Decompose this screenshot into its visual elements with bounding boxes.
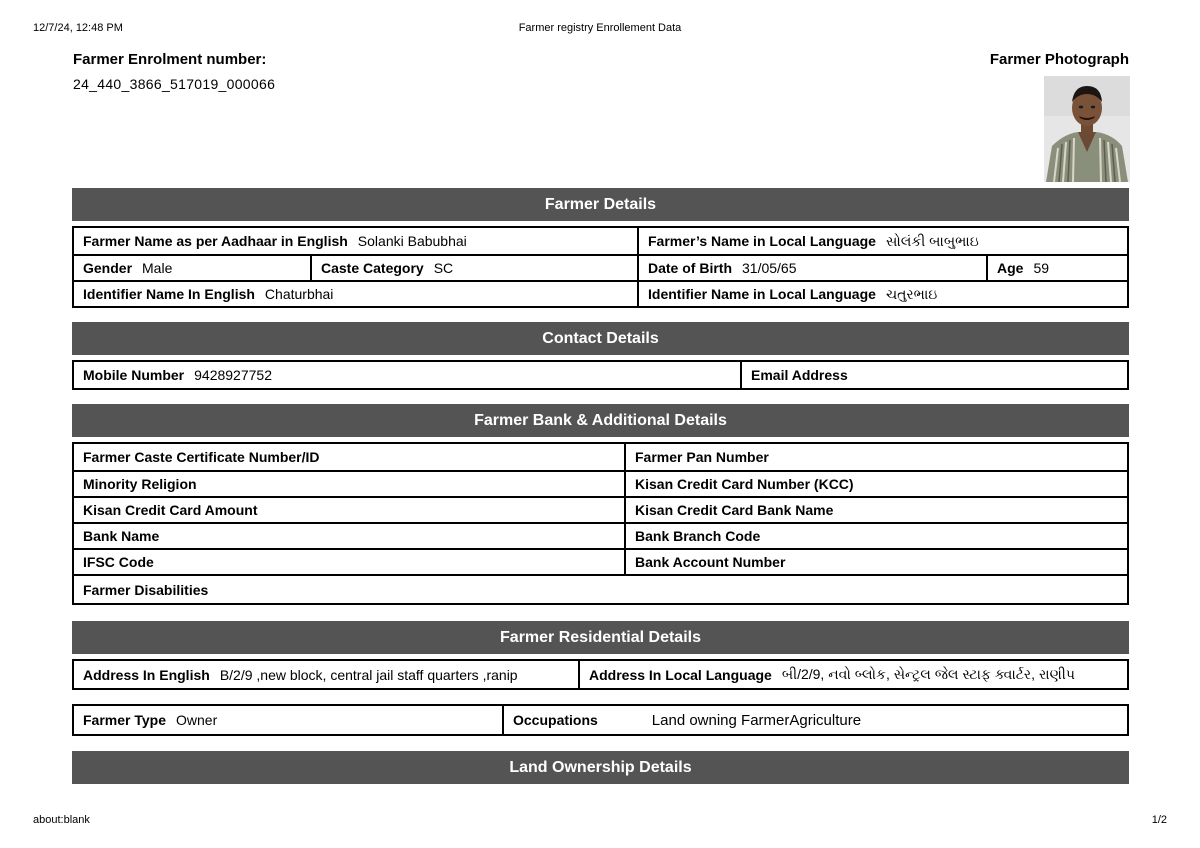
print-url: about:blank xyxy=(33,814,90,826)
branch-code-cell xyxy=(624,524,1127,548)
farmer-type-cell xyxy=(74,706,502,734)
enrolment-number-value: 24_440_3866_517019_000066 xyxy=(73,76,276,92)
table-row xyxy=(74,706,1127,734)
ifsc-code-cell xyxy=(74,550,624,574)
enrolment-number-label: Farmer Enrolment number: xyxy=(73,51,267,68)
disabilities-label: Farmer Disabilities xyxy=(83,581,209,598)
farmer-name-local-label: Farmer’s Name in Local Language xyxy=(648,233,876,249)
table-row xyxy=(74,661,1127,688)
farmer-name-en-value: Solanki Babubhai xyxy=(357,233,467,249)
ifsc-code-label: IFSC Code xyxy=(83,554,154,570)
address-en-value: B/2/9 ,new block, central jail staff quarters ,ranip xyxy=(219,666,518,683)
age-cell xyxy=(986,256,1127,280)
table-row xyxy=(74,362,1127,388)
table-row xyxy=(74,522,1127,548)
address-en-cell xyxy=(74,661,578,688)
contact-details-header: Contact Details xyxy=(72,322,1129,355)
age-value: 59 xyxy=(1033,260,1050,276)
branch-code-label: Bank Branch Code xyxy=(635,528,761,544)
residential-details-table xyxy=(72,659,1129,690)
identifier-local-cell xyxy=(637,282,1127,306)
email-address-label: Email Address xyxy=(751,367,848,383)
farmer-details-header: Farmer Details xyxy=(72,188,1129,221)
identifier-local-value: ચતુરભાઇ xyxy=(885,285,938,302)
contact-details-table xyxy=(72,360,1129,390)
email-address-cell xyxy=(740,362,1127,388)
table-row xyxy=(74,254,1127,280)
farmer-name-local-cell xyxy=(637,228,1127,254)
caste-category-cell xyxy=(310,256,637,280)
table-row xyxy=(74,470,1127,496)
residential-details-header: Farmer Residential Details xyxy=(72,621,1129,654)
print-footer xyxy=(33,814,1167,828)
minority-religion-label: Minority Religion xyxy=(83,476,197,492)
minority-religion-cell xyxy=(74,472,624,496)
kcc-number-label: Kisan Credit Card Number (KCC) xyxy=(635,476,854,492)
print-title: Farmer registry Enrollement Data xyxy=(518,22,682,34)
table-row xyxy=(74,228,1127,254)
farmer-name-en-label: Farmer Name as per Aadhaar in English xyxy=(83,233,348,249)
kcc-bank-name-label: Kisan Credit Card Bank Name xyxy=(635,502,834,518)
identifier-en-label: Identifier Name In English xyxy=(83,286,255,302)
address-local-value: બી/2/9, નવો બ્લોક, સેન્ટ્રલ જેલ સ્ટાફ ક્વાર્ટર, રાણીપ xyxy=(781,666,1075,682)
caste-category-value: SC xyxy=(433,260,454,276)
print-datetime: 12/7/24, 12:48 PM xyxy=(33,22,123,34)
farmer-photograph xyxy=(1044,76,1130,182)
farmer-details-table xyxy=(72,226,1129,308)
address-local-cell xyxy=(578,661,1127,688)
mobile-number-value: 9428927752 xyxy=(194,367,272,383)
farmer-type-value: Owner xyxy=(176,712,218,728)
occupations-label: Occupations xyxy=(513,712,598,728)
bank-name-cell xyxy=(74,524,624,548)
pan-number-label: Farmer Pan Number xyxy=(635,449,769,465)
age-label: Age xyxy=(997,260,1024,276)
farmer-photo-image xyxy=(1044,76,1130,182)
identifier-local-label: Identifier Name in Local Language xyxy=(648,286,876,302)
mobile-number-label: Mobile Number xyxy=(83,367,185,383)
gender-label: Gender xyxy=(83,260,133,276)
bank-name-label: Bank Name xyxy=(83,528,160,544)
account-number-cell xyxy=(624,550,1127,574)
identifier-en-value: Chaturbhai xyxy=(264,286,334,302)
farmer-type-table xyxy=(72,704,1129,736)
caste-category-label: Caste Category xyxy=(321,260,424,276)
farmer-name-local-value: સોલંકી બાબુભાઇ xyxy=(885,232,979,249)
occupations-value: Land owning FarmerAgriculture xyxy=(651,711,862,729)
table-row xyxy=(74,280,1127,306)
date-of-birth-label: Date of Birth xyxy=(648,260,732,276)
account-number-label: Bank Account Number xyxy=(635,554,786,570)
caste-certificate-label: Farmer Caste Certificate Number/ID xyxy=(83,449,320,465)
kcc-number-cell xyxy=(624,472,1127,496)
gender-cell xyxy=(74,256,310,280)
kcc-bank-name-cell xyxy=(624,498,1127,522)
disabilities-cell xyxy=(74,576,1127,603)
mobile-number-cell xyxy=(74,362,740,388)
address-en-label: Address In English xyxy=(83,666,210,683)
address-local-label: Address In Local Language xyxy=(589,666,772,683)
table-row xyxy=(74,574,1127,603)
date-of-birth-value: 31/05/65 xyxy=(742,260,797,276)
bank-details-table xyxy=(72,442,1129,605)
farmer-name-en-cell xyxy=(74,228,637,254)
print-page-number: 1/2 xyxy=(1151,814,1167,826)
farmer-type-label: Farmer Type xyxy=(83,712,166,728)
table-row xyxy=(74,444,1127,470)
kcc-amount-cell xyxy=(74,498,624,522)
occupations-cell xyxy=(502,706,1127,734)
gender-value: Male xyxy=(142,260,173,276)
identifier-en-cell xyxy=(74,282,637,306)
bank-details-header: Farmer Bank & Additional Details xyxy=(72,404,1129,437)
kcc-amount-label: Kisan Credit Card Amount xyxy=(83,502,258,518)
table-row xyxy=(74,496,1127,522)
table-row xyxy=(74,548,1127,574)
caste-certificate-cell xyxy=(74,444,624,470)
land-ownership-header: Land Ownership Details xyxy=(72,751,1129,784)
pan-number-cell xyxy=(624,444,1127,470)
farmer-photograph-label: Farmer Photograph xyxy=(989,51,1129,68)
date-of-birth-cell xyxy=(637,256,986,280)
print-header xyxy=(33,22,1167,36)
